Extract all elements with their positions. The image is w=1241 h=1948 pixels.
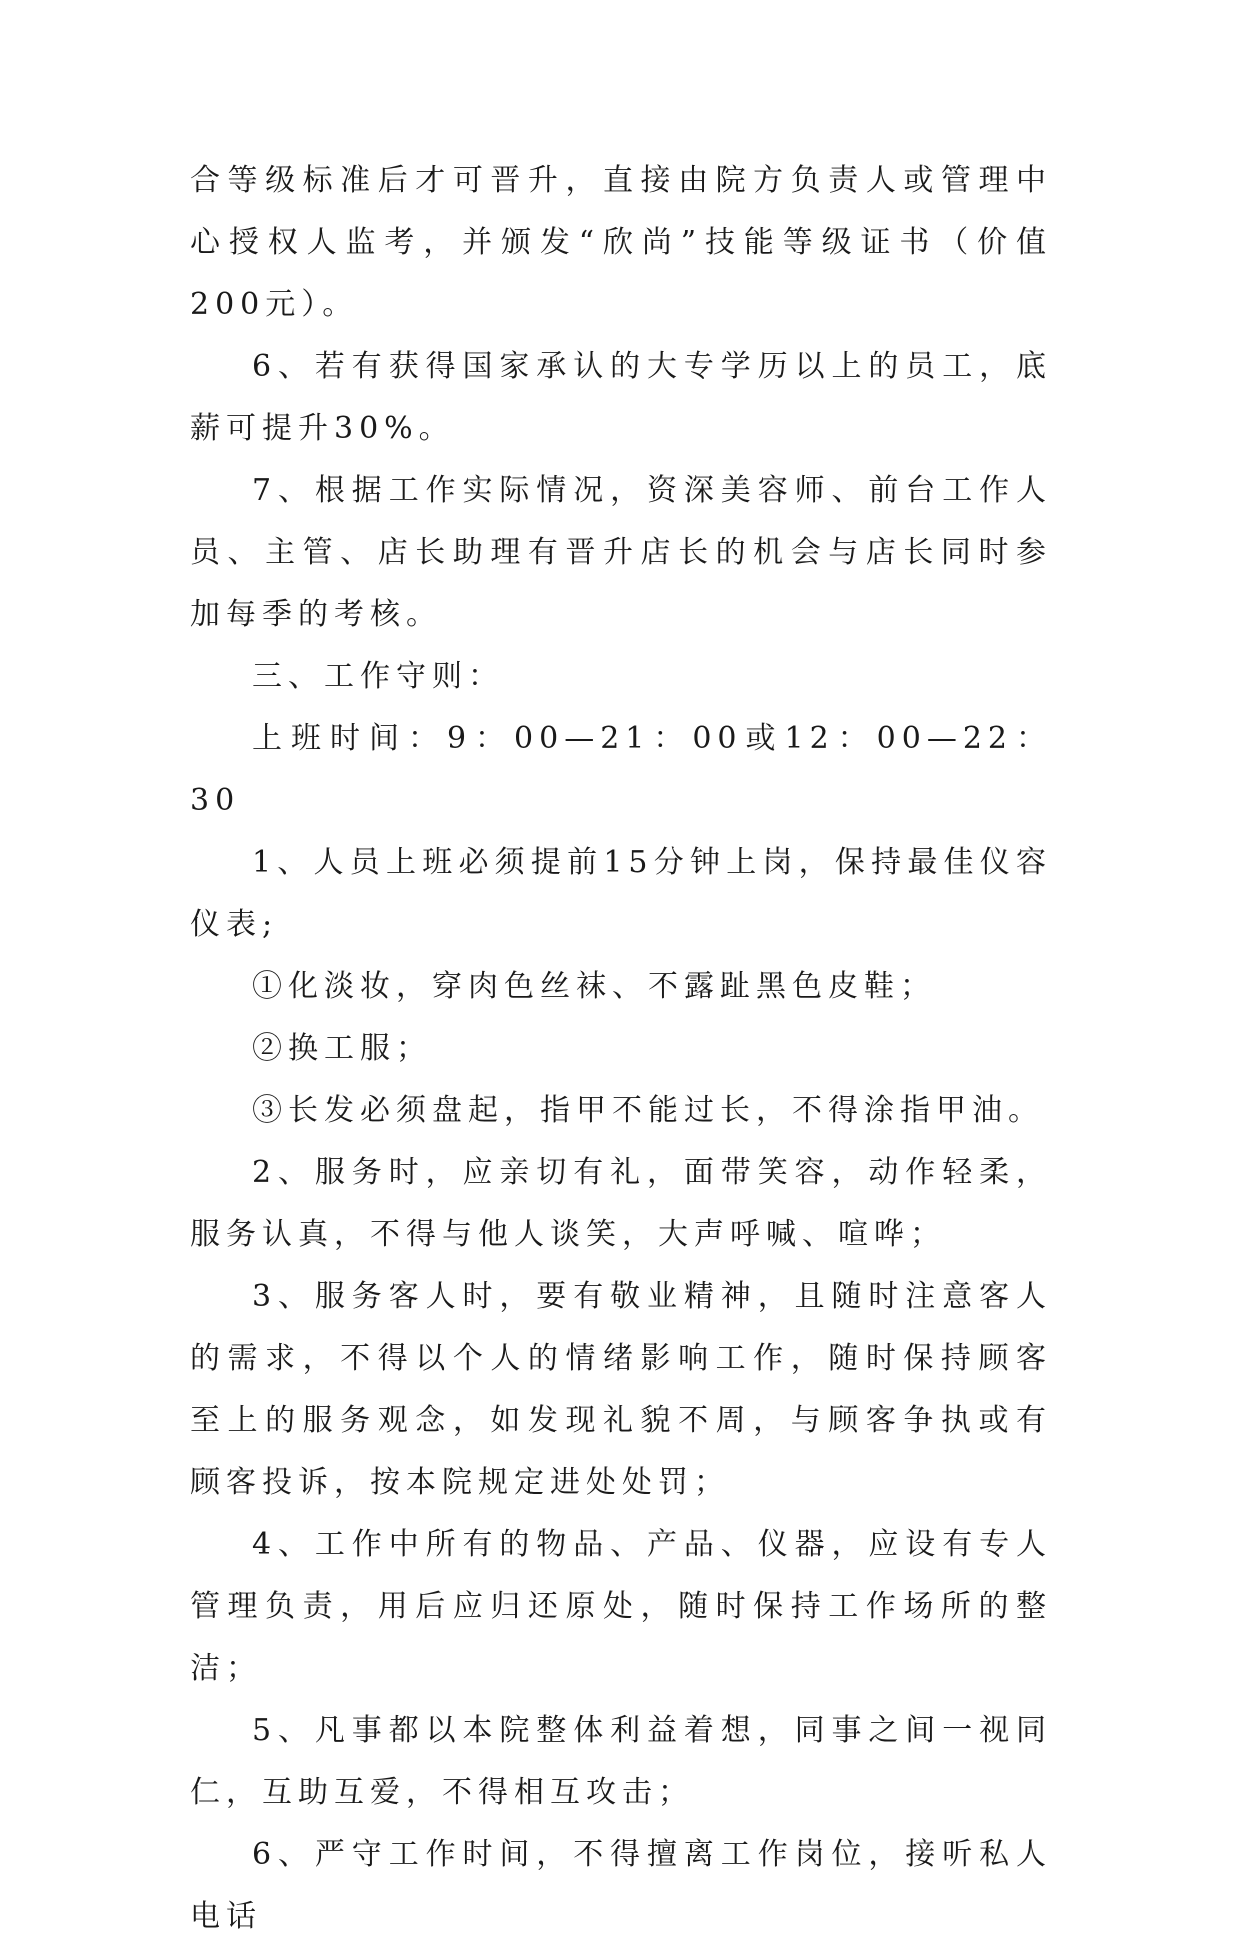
paragraph-rule-6-degree: 6、若有获得国家承认的大专学历以上的员工，底薪可提升30%。 — [190, 349, 1052, 446]
paragraph-subrule-makeup: ①化淡妆，穿肉色丝袜、不露趾黑色皮鞋； — [252, 969, 936, 1004]
document-body — [190, 150, 1052, 1948]
paragraph-promotion-cert: 合等级标准后才可晋升，直接由院方负责人或管理中心授权人监考，并颁发“欣尚”技能等级证书（价值200元）。 — [190, 163, 1052, 322]
paragraph-subrule-hair-nails: ③长发必须盘起，指甲不能过长，不得涂指甲油。 — [252, 1093, 1044, 1128]
paragraph-subrule-uniform: ②换工服； — [252, 1031, 432, 1066]
paragraph-rule-1-arrival: 1、人员上班必须提前15分钟上岗，保持最佳仪容仪表; — [190, 845, 1052, 942]
section-heading-work-rules: 三、工作守则： — [252, 659, 504, 694]
paragraph-rule-5-colleagues: 5、凡事都以本院整体利益着想，同事之间一视同仁，互助互爱，不得相互攻击； — [190, 1713, 1052, 1810]
paragraph-rule-3-customers: 3、服务客人时，要有敬业精神，且随时注意客人的需求，不得以个人的情绪影响工作，随时保持顾客至上的服务观念，如发现礼貌不周，与顾客争执或有顾客投诉，按本院规定进处处罚； — [190, 1279, 1052, 1500]
paragraph-rule-6-work-time: 6、严守工作时间，不得擅离工作岗位，接听私人电话 — [190, 1837, 1052, 1934]
paragraph-rule-7-promotion: 7、根据工作实际情况，资深美容师、前台工作人员、主管、店长助理有晋升店长的机会与店长同时参加每季的考核。 — [190, 473, 1052, 632]
paragraph-rule-4-equipment: 4、工作中所有的物品、产品、仪器，应设有专人管理负责，用后应归还原处，随时保持工作场所的整洁； — [190, 1527, 1052, 1686]
paragraph-rule-2-service: 2、服务时，应亲切有礼，面带笑容，动作轻柔，服务认真，不得与他人谈笑，大声呼喊、喧哗； — [190, 1155, 1052, 1252]
paragraph-work-hours: 上班时间：9：00—21：00或12：00—22：30 — [190, 721, 1052, 818]
